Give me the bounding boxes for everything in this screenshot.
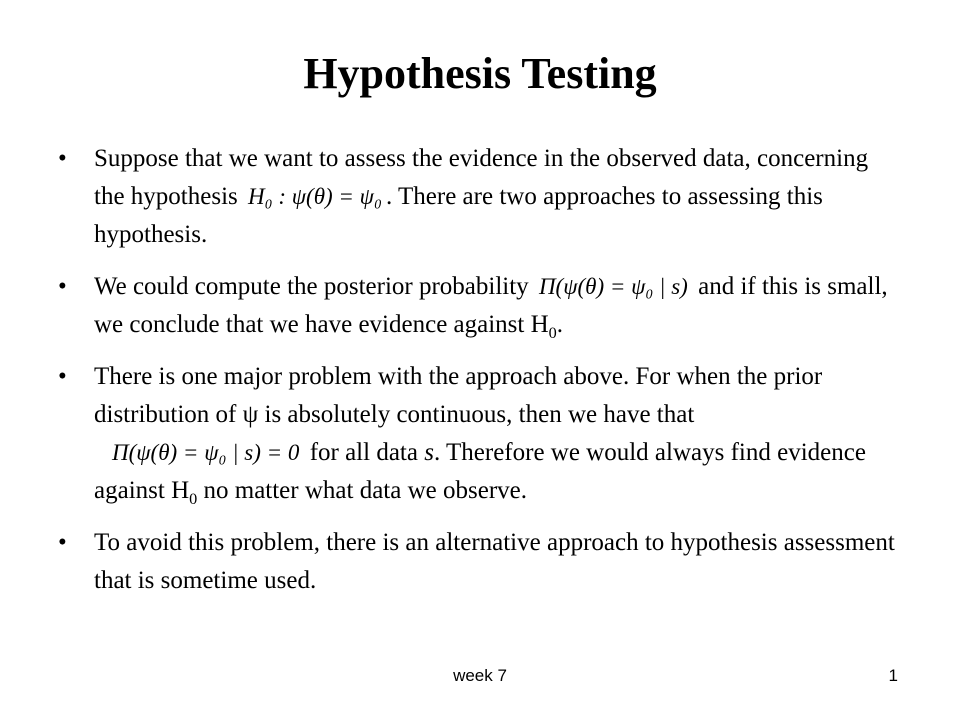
subscript: 0 bbox=[189, 490, 198, 508]
bullet-marker: • bbox=[58, 529, 67, 556]
data-variable: s bbox=[424, 439, 434, 466]
hypothesis-formula: H₀ : ψ(θ) = ψ₀ bbox=[248, 184, 382, 209]
bullet-text: and if this is small, we conclude that we have evidence against H bbox=[94, 273, 888, 338]
bullet-text: There is one major problem with the approach above. For when the prior distribution of ψ is absolutely continuous, then we have that bbox=[94, 363, 823, 428]
zero-probability-formula: Π(ψ(θ) = ψ₀ | s) = 0 bbox=[112, 440, 300, 465]
bullet-item bbox=[58, 268, 898, 344]
bullet-marker: • bbox=[58, 145, 67, 172]
bullet-text: Suppose that we want to assess the evidence in the observed data, concerning the hypothesis bbox=[94, 145, 869, 210]
bullet-item bbox=[58, 524, 898, 600]
slide-title: Hypothesis Testing bbox=[303, 49, 657, 98]
bullet-item bbox=[58, 140, 898, 254]
posterior-probability-formula: Π(ψ(θ) = ψ₀ | s) bbox=[538, 274, 688, 299]
bullet-text: no matter what data we observe. bbox=[197, 477, 527, 504]
bullet-text: . bbox=[556, 311, 564, 338]
subscript: 0 bbox=[548, 324, 557, 342]
bullet-text: We could compute the posterior probability bbox=[94, 273, 535, 300]
bullet-marker: • bbox=[58, 273, 67, 300]
bullet-text: To avoid this problem, there is an alternative approach to hypothesis assessment that is sometime used. bbox=[94, 529, 895, 594]
bullet-text: . Therefore we would always find evidence against H bbox=[94, 439, 866, 504]
bullet-item bbox=[58, 358, 898, 510]
footer-week-label: week 7 bbox=[453, 666, 507, 685]
bullet-list bbox=[58, 140, 898, 614]
bullet-marker: • bbox=[58, 363, 67, 390]
page-number: 1 bbox=[888, 666, 898, 685]
bullet-text: . There are two approaches to assessing this hypothesis. bbox=[94, 183, 823, 248]
bullet-text: for all data bbox=[303, 439, 425, 466]
